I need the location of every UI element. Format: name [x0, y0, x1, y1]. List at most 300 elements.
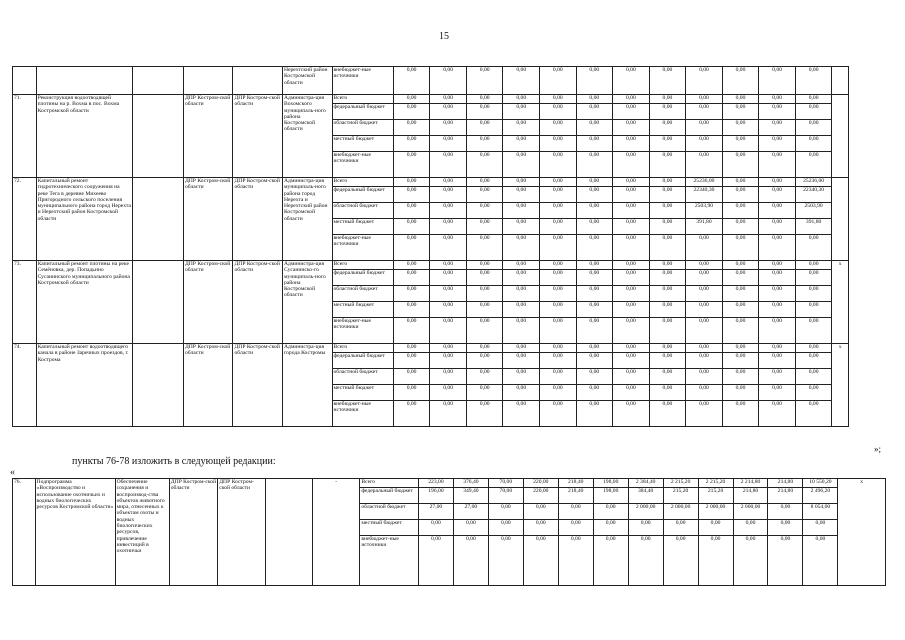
executor-cell: Администра-ция Вохомского муниципаль-ного района Костромской области — [282, 95, 332, 178]
value-cell: 0,00 — [613, 261, 650, 270]
value-cell: 0,00 — [466, 67, 503, 95]
value-cell: 0,00 — [466, 104, 503, 120]
close-quote: »; — [874, 444, 882, 454]
value-cell: 0,00 — [649, 286, 686, 302]
value-cell: 0,00 — [576, 187, 613, 203]
table-cell — [133, 261, 184, 344]
value-cell: 0,00 — [430, 270, 467, 286]
value-cell: 0,00 — [418, 520, 453, 536]
value-cell: 2 000,00 — [733, 504, 768, 520]
value-cell: 0,00 — [759, 302, 796, 318]
value-cell: 0,00 — [686, 235, 723, 261]
value-cell: 0,00 — [722, 187, 759, 203]
value-cell: 0,00 — [576, 203, 613, 219]
value-cell: 0,00 — [722, 235, 759, 261]
value-cell: 0,00 — [613, 203, 650, 219]
value-cell: 0,00 — [649, 369, 686, 385]
value-cell: 0,00 — [613, 104, 650, 120]
value-cell: 0,00 — [613, 187, 650, 203]
value-cell: 0,00 — [649, 178, 686, 187]
value-cell: 0,00 — [649, 235, 686, 261]
value-cell: 384,40 — [628, 488, 663, 504]
value-cell: 0,00 — [430, 104, 467, 120]
value-cell: 0,00 — [466, 344, 503, 353]
value-cell: 0,00 — [649, 136, 686, 152]
value-cell: 0,00 — [759, 219, 796, 235]
funding-source-cell: внебюджет-ные источники — [332, 235, 393, 261]
value-cell: 349,40 — [453, 488, 488, 504]
value-cell: 0,00 — [649, 95, 686, 104]
value-cell: 0,00 — [686, 261, 723, 270]
value-cell: 0,00 — [466, 120, 503, 136]
x-mark-cell: x — [838, 479, 886, 586]
value-cell: 0,00 — [466, 261, 503, 270]
value-cell: 0,00 — [488, 536, 523, 586]
value-cell: 0,00 — [540, 353, 577, 369]
funding-source-cell: областной бюджет — [360, 504, 419, 520]
value-cell: 0,00 — [613, 353, 650, 369]
value-cell: 0,00 — [503, 369, 540, 385]
value-cell: 0,00 — [393, 385, 430, 401]
value-cell: 0,00 — [430, 67, 467, 95]
value-cell: 0,00 — [759, 152, 796, 178]
value-cell: 0,00 — [503, 178, 540, 187]
value-cell: 0,00 — [503, 318, 540, 344]
value-cell: 0,00 — [540, 385, 577, 401]
value-cell: 0,00 — [430, 152, 467, 178]
executor-cell: Администра-ция Сусанинско-го муниципаль-ного района Костромской области — [282, 261, 332, 344]
value-cell: 0,00 — [430, 369, 467, 385]
table-row — [13, 261, 849, 270]
value-cell: 0,00 — [795, 318, 832, 344]
value-cell: 0,00 — [503, 136, 540, 152]
value-cell: 0,00 — [540, 270, 577, 286]
value-cell: 0,00 — [393, 203, 430, 219]
value-cell: 0,00 — [466, 235, 503, 261]
table-cell — [832, 67, 849, 95]
value-cell: 0,00 — [540, 187, 577, 203]
value-cell: 0,00 — [576, 152, 613, 178]
value-cell: 0,00 — [613, 120, 650, 136]
value-cell: 0,00 — [540, 235, 577, 261]
responsible-cell: ДПР Костром-ской области — [233, 261, 283, 344]
value-cell: 0,00 — [722, 261, 759, 270]
value-cell: 0,00 — [430, 120, 467, 136]
value-cell: 2 000,00 — [663, 504, 698, 520]
value-cell: 0,00 — [576, 219, 613, 235]
value-cell: 0,00 — [503, 67, 540, 95]
value-cell: 0,00 — [540, 95, 577, 104]
value-cell: 0,00 — [795, 353, 832, 369]
value-cell: 0,00 — [558, 504, 593, 520]
value-cell: 0,00 — [503, 95, 540, 104]
value-cell: 0,00 — [613, 67, 650, 95]
responsible-cell: ДПР Костром-ской области — [218, 479, 265, 586]
value-cell: 0,00 — [576, 385, 613, 401]
value-cell: 0,00 — [466, 203, 503, 219]
executor-cell: Администра-ция муниципаль-ного района город Нерехта и Нерехтский район Костромской области — [282, 178, 332, 261]
value-cell: 0,00 — [686, 270, 723, 286]
value-cell: 0,00 — [393, 95, 430, 104]
value-cell: 22340,30 — [795, 187, 832, 203]
value-cell: 0,00 — [795, 369, 832, 385]
value-cell: 198,00 — [593, 479, 628, 488]
value-cell: 0,00 — [649, 67, 686, 95]
value-cell: 220,00 — [523, 488, 558, 504]
funding-source-cell: областной бюджет — [332, 203, 393, 219]
value-cell: 0,00 — [393, 286, 430, 302]
value-cell: 0,00 — [613, 318, 650, 344]
row-number-cell: 76. — [13, 479, 36, 586]
value-cell: 0,00 — [593, 520, 628, 536]
value-cell: 0,00 — [540, 178, 577, 187]
funding-source-cell: внебюджет-ные источники — [332, 401, 393, 427]
value-cell: 0,00 — [466, 270, 503, 286]
value-cell: 0,00 — [686, 353, 723, 369]
value-cell: 0,00 — [722, 219, 759, 235]
value-cell: 70,00 — [488, 479, 523, 488]
value-cell: 0,00 — [613, 344, 650, 353]
value-cell: 2 496,20 — [803, 488, 838, 504]
value-cell: 0,00 — [759, 286, 796, 302]
value-cell: 0,00 — [430, 261, 467, 270]
value-cell: 0,00 — [686, 152, 723, 178]
value-cell: 0,00 — [722, 401, 759, 427]
value-cell: 0,00 — [649, 270, 686, 286]
value-cell: 0,00 — [430, 302, 467, 318]
funding-source-cell: местный бюджет — [332, 136, 393, 152]
value-cell: 0,00 — [430, 187, 467, 203]
value-cell: 376,40 — [453, 479, 488, 488]
value-cell: 0,00 — [795, 95, 832, 104]
table-cell — [233, 67, 283, 95]
funding-source-cell: местный бюджет — [332, 219, 393, 235]
value-cell: 0,00 — [466, 385, 503, 401]
value-cell: 0,00 — [649, 219, 686, 235]
measure-name-cell: Реконструкция водоотводящей плотины на р. Вохма в пос. Вохма Костромской области — [36, 95, 133, 178]
value-cell: 0,00 — [768, 520, 803, 536]
value-cell: 2 000,00 — [628, 504, 663, 520]
top-table — [12, 66, 849, 427]
value-cell: 0,00 — [393, 401, 430, 427]
value-cell: 0,00 — [759, 261, 796, 270]
value-cell: 198,00 — [593, 488, 628, 504]
value-cell: 27,00 — [453, 504, 488, 520]
customer-cell: ДПР Костром-ской области — [169, 479, 217, 586]
table-row — [13, 344, 849, 353]
funding-source-cell: федеральный бюджет — [332, 104, 393, 120]
table-cell — [265, 479, 312, 586]
value-cell: 0,00 — [576, 178, 613, 187]
value-cell: 0,00 — [686, 401, 723, 427]
value-cell: 0,00 — [418, 536, 453, 586]
value-cell: 0,00 — [649, 152, 686, 178]
value-cell: 0,00 — [795, 401, 832, 427]
value-cell: 2 214,80 — [733, 479, 768, 488]
x-mark-cell — [832, 178, 849, 261]
funding-source-cell: внебюджет-ные источники — [332, 67, 393, 95]
value-cell: 0,00 — [540, 136, 577, 152]
value-cell: 0,00 — [430, 318, 467, 344]
value-cell: 0,00 — [430, 401, 467, 427]
value-cell: 0,00 — [576, 67, 613, 95]
responsible-cell: ДПР Костром-ской области — [233, 344, 283, 427]
value-cell: 0,00 — [803, 536, 838, 586]
value-cell: 0,00 — [576, 261, 613, 270]
value-cell: 0,00 — [576, 136, 613, 152]
value-cell: 214,80 — [768, 488, 803, 504]
value-cell: 0,00 — [503, 286, 540, 302]
value-cell: 0,00 — [722, 302, 759, 318]
value-cell: 0,00 — [768, 536, 803, 586]
value-cell: 0,00 — [803, 520, 838, 536]
value-cell: 0,00 — [759, 401, 796, 427]
value-cell: 0,00 — [686, 67, 723, 95]
funding-source-cell: внебюджет-ные источники — [332, 152, 393, 178]
value-cell: 0,00 — [466, 187, 503, 203]
funding-source-cell: Всего — [332, 261, 393, 270]
value-cell: 0,00 — [453, 520, 488, 536]
value-cell: 0,00 — [466, 136, 503, 152]
value-cell: 0,00 — [613, 270, 650, 286]
value-cell: 0,00 — [466, 353, 503, 369]
value-cell: 0,00 — [503, 104, 540, 120]
value-cell: 0,00 — [795, 152, 832, 178]
value-cell: 0,00 — [393, 344, 430, 353]
value-cell: 0,00 — [759, 136, 796, 152]
value-cell: 0,00 — [613, 95, 650, 104]
x-mark-cell: x — [832, 261, 849, 344]
value-cell: 0,00 — [540, 219, 577, 235]
funding-source-cell: местный бюджет — [332, 302, 393, 318]
value-cell: 0,00 — [393, 270, 430, 286]
value-cell: 218,40 — [558, 488, 593, 504]
executor-cell: Нерехтский район Костромской области — [282, 67, 332, 95]
value-cell: 0,00 — [576, 302, 613, 318]
value-cell: 0,00 — [613, 219, 650, 235]
value-cell: 0,00 — [759, 120, 796, 136]
value-cell: 0,00 — [523, 520, 558, 536]
value-cell: 0,00 — [722, 369, 759, 385]
value-cell: 0,00 — [759, 187, 796, 203]
value-cell: 0,00 — [628, 536, 663, 586]
value-cell: 0,00 — [576, 286, 613, 302]
value-cell: 0,00 — [393, 369, 430, 385]
value-cell: 0,00 — [503, 353, 540, 369]
value-cell: 0,00 — [759, 203, 796, 219]
value-cell: 0,00 — [722, 353, 759, 369]
funding-source-cell: областной бюджет — [332, 369, 393, 385]
value-cell: 0,00 — [686, 286, 723, 302]
value-cell: 0,00 — [759, 385, 796, 401]
responsible-cell: ДПР Костром-ской области — [233, 178, 283, 261]
table-row — [13, 95, 849, 104]
value-cell: 0,00 — [686, 104, 723, 120]
value-cell: 8 054,00 — [803, 504, 838, 520]
value-cell: 2 384,40 — [628, 479, 663, 488]
value-cell: 0,00 — [613, 302, 650, 318]
row-number-cell: 71. — [13, 95, 37, 178]
value-cell: 0,00 — [686, 385, 723, 401]
funding-source-cell: местный бюджет — [332, 385, 393, 401]
value-cell: 0,00 — [613, 235, 650, 261]
value-cell: 0,00 — [540, 369, 577, 385]
value-cell: 0,00 — [503, 219, 540, 235]
value-cell: 27,00 — [418, 504, 453, 520]
value-cell: 0,00 — [576, 318, 613, 344]
value-cell: 0,00 — [523, 504, 558, 520]
value-cell: 0,00 — [795, 344, 832, 353]
value-cell: 0,00 — [393, 152, 430, 178]
value-cell: 0,00 — [686, 369, 723, 385]
page-number: 15 — [439, 31, 449, 42]
value-cell: 0,00 — [540, 318, 577, 344]
value-cell: 0,00 — [393, 261, 430, 270]
value-cell: 0,00 — [733, 520, 768, 536]
value-cell: 0,00 — [576, 353, 613, 369]
value-cell: 2 215,20 — [698, 479, 733, 488]
x-mark-cell — [832, 95, 849, 178]
value-cell: 196,00 — [418, 488, 453, 504]
value-cell: 0,00 — [466, 95, 503, 104]
value-cell: 215,20 — [663, 488, 698, 504]
value-cell: 391,80 — [795, 219, 832, 235]
section-heading: пункты 76-78 изложить в следующей редакции: — [72, 456, 276, 467]
value-cell: 0,00 — [649, 353, 686, 369]
value-cell: 22340,30 — [686, 187, 723, 203]
value-cell: 0,00 — [393, 353, 430, 369]
value-cell: 0,00 — [523, 536, 558, 586]
value-cell: 0,00 — [466, 219, 503, 235]
value-cell: 0,00 — [503, 235, 540, 261]
value-cell: 0,00 — [613, 385, 650, 401]
value-cell: 223,00 — [418, 479, 453, 488]
value-cell: 0,00 — [649, 104, 686, 120]
value-cell: 218,40 — [558, 479, 593, 488]
value-cell: 0,00 — [759, 270, 796, 286]
funding-source-cell: внебюджет-ные источники — [332, 318, 393, 344]
value-cell: 0,00 — [759, 344, 796, 353]
funding-source-cell: областной бюджет — [332, 120, 393, 136]
value-cell: 0,00 — [393, 219, 430, 235]
value-cell: 0,00 — [759, 67, 796, 95]
value-cell: 0,00 — [628, 520, 663, 536]
value-cell: 0,00 — [540, 261, 577, 270]
value-cell: 0,00 — [649, 187, 686, 203]
value-cell: 0,00 — [503, 120, 540, 136]
value-cell: 0,00 — [722, 286, 759, 302]
value-cell: 391,80 — [686, 219, 723, 235]
funding-source-cell: внебюджет-ные источники — [360, 536, 419, 586]
value-cell: 0,00 — [393, 67, 430, 95]
value-cell: 0,00 — [540, 203, 577, 219]
value-cell: 0,00 — [466, 302, 503, 318]
value-cell: 0,00 — [649, 344, 686, 353]
value-cell: 0,00 — [540, 344, 577, 353]
value-cell: 2 000,00 — [698, 504, 733, 520]
value-cell: 0,00 — [466, 369, 503, 385]
value-cell: 0,00 — [393, 178, 430, 187]
table-cell — [133, 178, 184, 261]
value-cell: 0,00 — [503, 187, 540, 203]
value-cell: 0,00 — [430, 385, 467, 401]
table-cell — [133, 67, 184, 95]
value-cell: 10 550,20 — [803, 479, 838, 488]
value-cell: 214,80 — [733, 488, 768, 504]
value-cell: 0,00 — [759, 178, 796, 187]
value-cell: 0,00 — [466, 401, 503, 427]
table-cell — [133, 95, 184, 178]
value-cell: 0,00 — [663, 520, 698, 536]
value-cell: 0,00 — [503, 385, 540, 401]
bottom-table — [12, 478, 886, 586]
value-cell: 0,00 — [503, 203, 540, 219]
value-cell: 0,00 — [613, 178, 650, 187]
value-cell: 0,00 — [430, 178, 467, 187]
value-cell: 0,00 — [430, 136, 467, 152]
value-cell: 0,00 — [722, 95, 759, 104]
value-cell: 0,00 — [722, 318, 759, 344]
value-cell: 0,00 — [613, 369, 650, 385]
measure-name-cell: Подпрограмма «Воспроизводство и использование охотничьих и водных биологических ресурсов Костромской области» — [35, 479, 115, 586]
value-cell: 0,00 — [722, 120, 759, 136]
customer-cell: ДПР Костром-ской области — [183, 178, 233, 261]
value-cell: 0,00 — [540, 67, 577, 95]
value-cell: 0,00 — [430, 235, 467, 261]
funding-source-cell: областной бюджет — [332, 286, 393, 302]
value-cell: 0,00 — [393, 235, 430, 261]
value-cell: 0,00 — [576, 104, 613, 120]
value-cell: 0,00 — [759, 353, 796, 369]
value-cell: 0,00 — [466, 178, 503, 187]
value-cell: 0,00 — [613, 401, 650, 427]
table-row — [13, 67, 849, 95]
value-cell: 0,00 — [430, 95, 467, 104]
value-cell: 0,00 — [503, 401, 540, 427]
value-cell: 0,00 — [593, 504, 628, 520]
value-cell: 0,00 — [795, 136, 832, 152]
value-cell: 0,00 — [430, 344, 467, 353]
value-cell: 0,00 — [649, 401, 686, 427]
value-cell: 0,00 — [576, 344, 613, 353]
value-cell: 0,00 — [576, 401, 613, 427]
value-cell: 2503,90 — [795, 203, 832, 219]
funding-source-cell: Всего — [332, 178, 393, 187]
row-number-cell: 72. — [13, 178, 37, 261]
value-cell: 0,00 — [698, 536, 733, 586]
value-cell: 0,00 — [795, 385, 832, 401]
value-cell: 0,00 — [649, 261, 686, 270]
value-cell: 0,00 — [795, 261, 832, 270]
value-cell: 0,00 — [393, 136, 430, 152]
funding-source-cell: Всего — [360, 479, 419, 488]
value-cell: 0,00 — [558, 536, 593, 586]
value-cell: 0,00 — [488, 504, 523, 520]
value-cell: 0,00 — [466, 286, 503, 302]
value-cell: 0,00 — [503, 302, 540, 318]
value-cell: 70,00 — [488, 488, 523, 504]
value-cell: 0,00 — [759, 235, 796, 261]
value-cell: 25236,00 — [795, 178, 832, 187]
value-cell: 0,00 — [768, 504, 803, 520]
purpose-cell: Обеспечение сохранения и воспроизвод-ства объектов животного мира, отнесенных к объектам охоты и водных биологических ресурсов, привлечение инвестиций в охотничьи — [115, 479, 169, 586]
table-row — [13, 178, 849, 187]
row-number-cell: 74. — [13, 344, 37, 427]
value-cell: 0,00 — [722, 344, 759, 353]
value-cell: 0,00 — [722, 270, 759, 286]
value-cell: 0,00 — [393, 302, 430, 318]
value-cell: 0,00 — [593, 536, 628, 586]
